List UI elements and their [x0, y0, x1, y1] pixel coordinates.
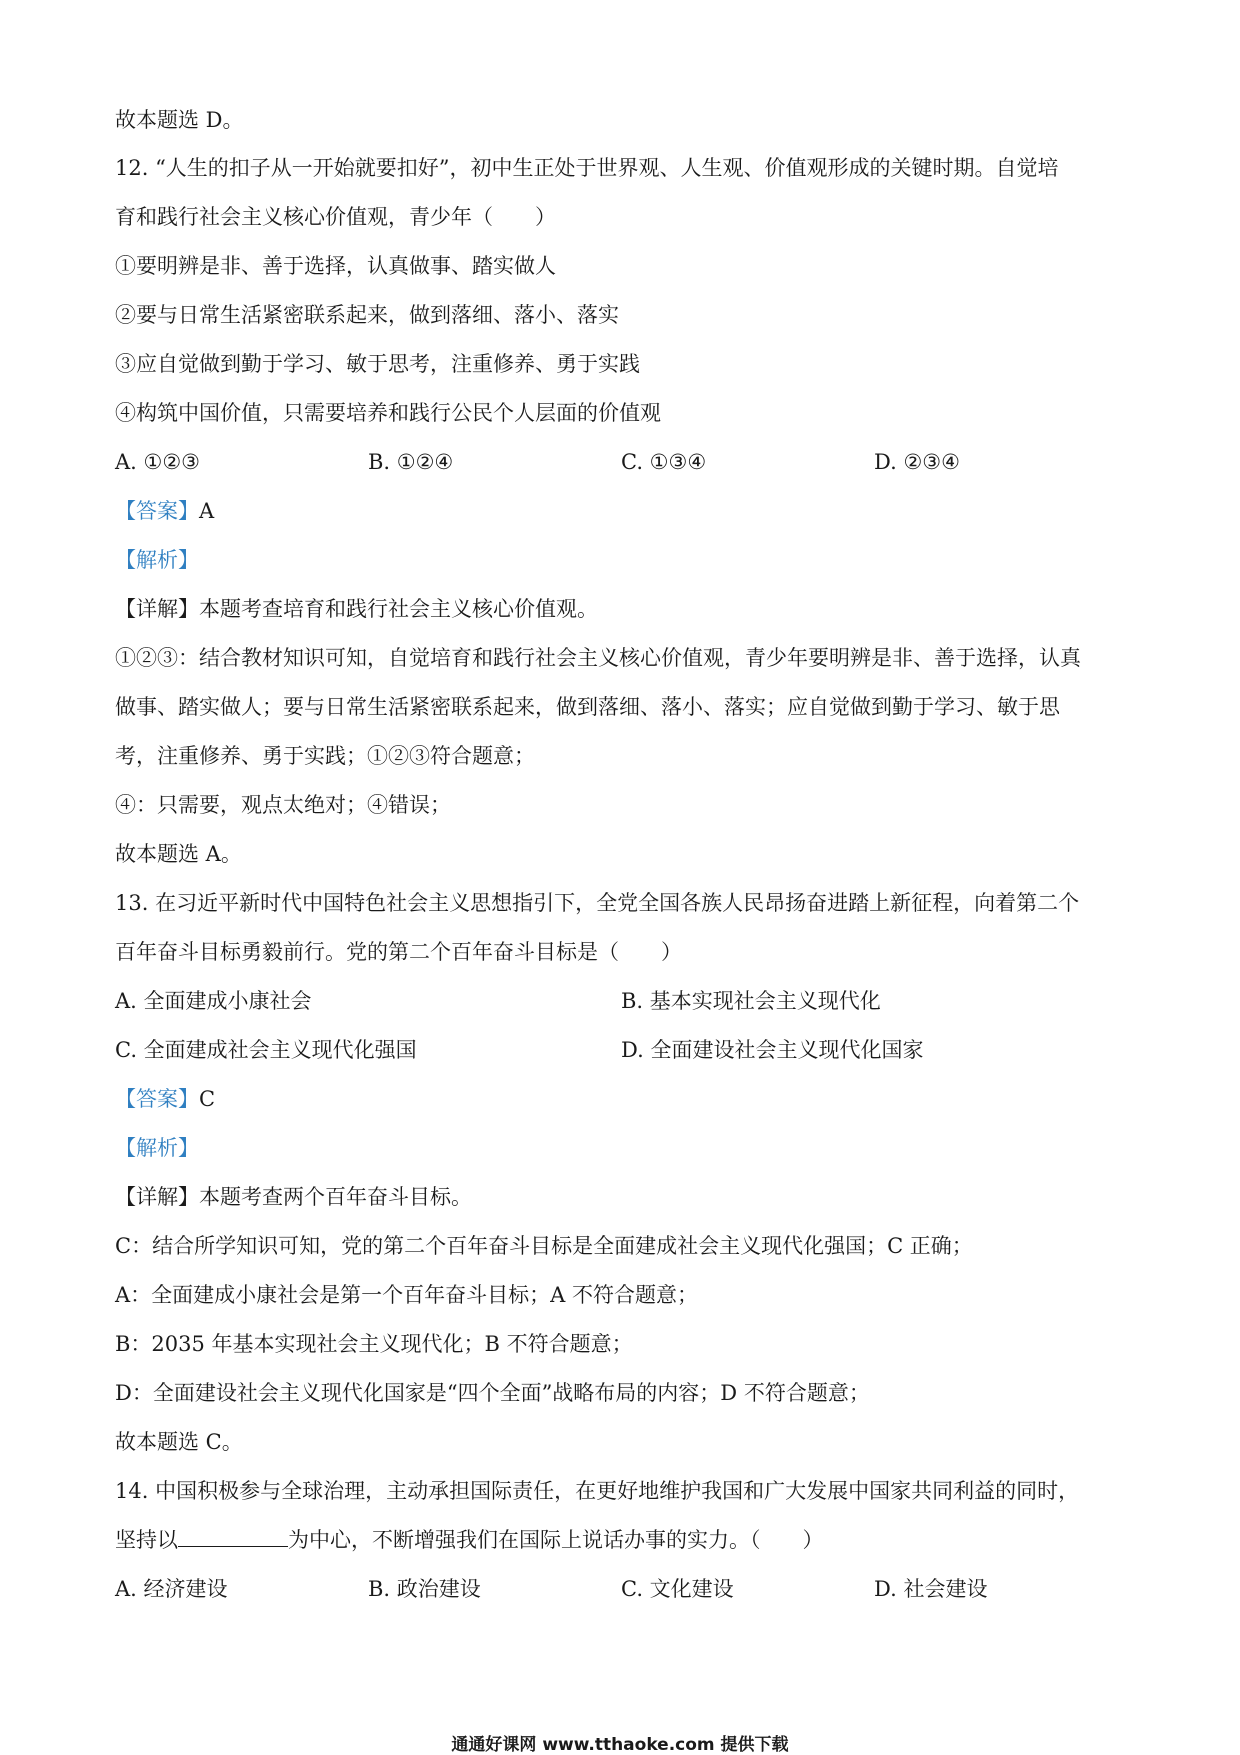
detail-intro-text: 本题考查培育和践行社会主义核心价值观。	[199, 597, 598, 621]
q14-option-c: C. 文化建设	[621, 1577, 734, 1601]
q12-statement-4: ④构筑中国价值，只需要培养和践行公民个人层面的价值观	[115, 401, 661, 425]
q13-detail-line: C：结合所学知识可知，党的第二个百年奋斗目标是全面建成社会主义现代化强国；C 正确；	[115, 1234, 973, 1258]
q12-stem-line1: 12. “人生的扣子从一开始就要扣好”，初中生正处于世界观、人生观、价值观形成的关键时期。自觉培	[115, 156, 1059, 180]
q12-statement-1: ①要明辨是非、善于选择，认真做事、踏实做人	[115, 254, 556, 278]
q14-option-b: B. 政治建设	[368, 1577, 481, 1601]
q13-option-a: A. 全面建成小康社会	[115, 989, 312, 1013]
q12-statement-3: ③应自觉做到勤于学习、敏于思考，注重修养、勇于实践	[115, 352, 640, 376]
q12-conclusion: 故本题选 A。	[115, 842, 242, 866]
detail-tag: 【详解】	[115, 1185, 199, 1209]
q13-detail-line: B：2035 年基本实现社会主义现代化；B 不符合题意；	[115, 1332, 633, 1356]
q13-analysis-heading	[115, 1133, 1130, 1163]
q14-stem-after-blank: 为中心，不断增强我们在国际上说话办事的实力。（ ）	[288, 1528, 824, 1552]
q12-detail-line: ①②③：结合教材知识可知，自觉培育和践行社会主义核心价值观，青少年要明辨是非、善于选择，认真	[115, 646, 1081, 670]
q12-option-a: A. ①②③	[115, 450, 200, 474]
q13-option-b: B. 基本实现社会主义现代化	[621, 989, 881, 1013]
q12-option-c: C. ①③④	[621, 450, 707, 474]
fill-in-blank	[178, 1526, 288, 1547]
q14-stem-before-blank: 坚持以	[115, 1528, 178, 1552]
answer-tag: 【答案】	[115, 1087, 199, 1111]
q13-conclusion: 故本题选 C。	[115, 1430, 243, 1454]
q13-option-d: D. 全面建设社会主义现代化国家	[621, 1038, 924, 1062]
q12-option-b: B. ①②④	[368, 450, 454, 474]
prev-conclusion: 故本题选 D。	[115, 108, 244, 132]
q12-detail-intro	[115, 594, 1130, 624]
q14-stem-line2	[115, 1525, 1130, 1555]
q12-answer	[115, 496, 1130, 526]
q13-stem-line2: 百年奋斗目标勇毅前行。党的第二个百年奋斗目标是（ ）	[115, 940, 682, 964]
q13-option-c: C. 全面建成社会主义现代化强国	[115, 1038, 417, 1062]
detail-tag: 【详解】	[115, 597, 199, 621]
q14-option-d: D. 社会建设	[874, 1577, 988, 1601]
q12-detail-line: 考，注重修养、勇于实践；①②③符合题意；	[115, 744, 535, 768]
answer-value: A	[199, 499, 215, 523]
q13-detail-intro	[115, 1182, 1130, 1212]
q13-detail-line: A：全面建成小康社会是第一个百年奋斗目标；A 不符合题意；	[115, 1283, 699, 1307]
q13-stem-line1: 13. 在习近平新时代中国特色社会主义思想指引下，全党全国各族人民昂扬奋进踏上新征程，向着第二个	[115, 891, 1080, 915]
q12-detail-line: 做事、踏实做人；要与日常生活紧密联系起来，做到落细、落小、落实；应自觉做到勤于学习、敏于思	[115, 695, 1060, 719]
q14-stem-line1: 14. 中国积极参与全球治理，主动承担国际责任，在更好地维护我国和广大发展中国家共同利益的同时，	[115, 1479, 1080, 1503]
detail-intro-text: 本题考查两个百年奋斗目标。	[199, 1185, 472, 1209]
analysis-tag: 【解析】	[115, 548, 199, 572]
q12-analysis-heading	[115, 545, 1130, 575]
analysis-tag: 【解析】	[115, 1136, 199, 1160]
q12-statement-2: ②要与日常生活紧密联系起来，做到落细、落小、落实	[115, 303, 619, 327]
q12-option-d: D. ②③④	[874, 450, 960, 474]
q13-answer	[115, 1084, 1130, 1114]
q14-option-a: A. 经济建设	[115, 1577, 228, 1601]
answer-value: C	[199, 1087, 216, 1111]
answer-tag: 【答案】	[115, 499, 199, 523]
q13-detail-line: D：全面建设社会主义现代化国家是“四个全面”战略布局的内容；D 不符合题意；	[115, 1381, 870, 1405]
q12-stem-line2: 育和践行社会主义核心价值观，青少年（ ）	[115, 205, 556, 229]
q12-detail-line: ④：只需要，观点太绝对；④错误；	[115, 793, 451, 817]
page-footer: 通通好课网 www.tthaoke.com 提供下载	[451, 1735, 789, 1755]
